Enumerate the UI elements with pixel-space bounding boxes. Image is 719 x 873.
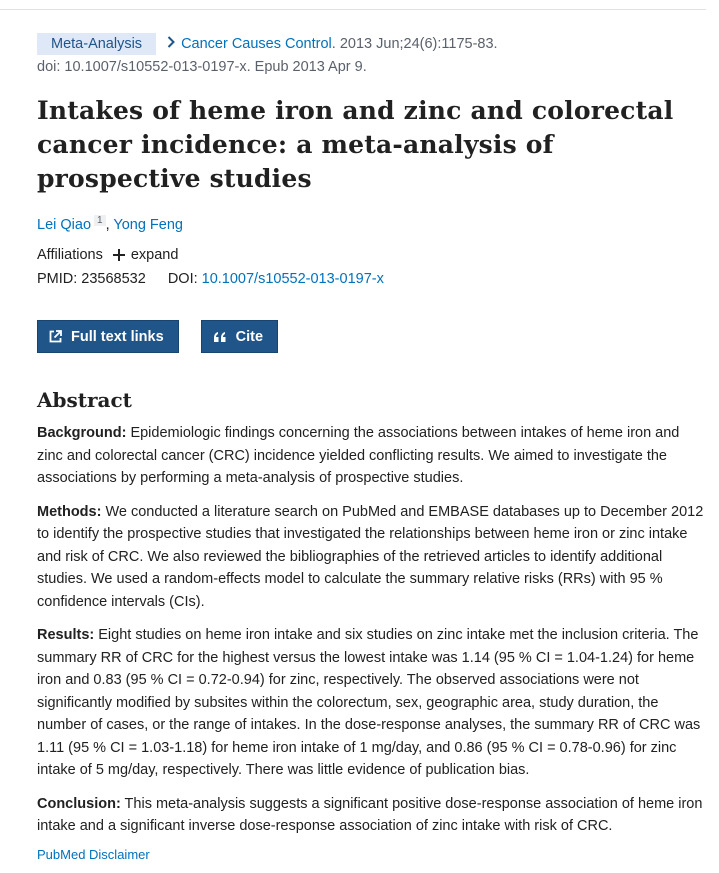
- abstract-methods: [37, 501, 709, 614]
- citation-details: . 2013 Jun;24(6):1175-83.: [331, 36, 498, 52]
- identifiers-row: [37, 271, 709, 287]
- doi-epub-line: doi: 10.1007/s10552-013-0197-x. Epub 2013 Apr 9.: [37, 59, 367, 75]
- article-title: Intakes of heme iron and zinc and colorectal cancer incidence: a meta-analysis of prospective studies: [37, 96, 674, 193]
- top-divider: [0, 0, 706, 10]
- journal-link[interactable]: Cancer Causes Control: [181, 36, 332, 52]
- abstract-conclusion: [37, 793, 709, 838]
- publication-type-badge[interactable]: Meta-Analysis: [37, 33, 156, 55]
- expand-label: expand: [130, 247, 179, 263]
- citation-row: [37, 33, 709, 55]
- section-label: Background:: [37, 425, 127, 441]
- abstract-results: [37, 624, 709, 782]
- pmid-label: PMID:: [37, 271, 78, 287]
- full-text-links-label: Full text links: [71, 328, 164, 345]
- action-buttons: [37, 320, 709, 353]
- abstract-heading: Abstract: [37, 388, 132, 412]
- section-label: Conclusion:: [37, 795, 121, 812]
- section-text: We conducted a literature search on PubMed and EMBASE databases up to December 2012 to identify the prospective studies that investigated the relationships between heme iron or zinc intake and risk of CRC. We also reviewed the bibliographies of the retrieved articles to identify additional studies. We used a random-effects model to calculate the summary relative risks (RRs) with 95 % confidence intervals (CIs).: [37, 503, 704, 610]
- section-label: Methods:: [37, 503, 102, 520]
- cite-button[interactable]: [201, 320, 278, 353]
- full-text-links-button[interactable]: [37, 320, 179, 353]
- quote-icon: [213, 331, 227, 343]
- affiliations-toggle[interactable]: [37, 247, 709, 263]
- chevron-right-icon: [167, 36, 175, 52]
- section-text: This meta-analysis suggests a significant positive dose-response association of heme iron intake and a significant inverse dose-response association of zinc intake with risk of CRC.: [37, 795, 703, 834]
- abstract-background: [37, 422, 709, 490]
- external-link-icon: [49, 330, 62, 343]
- pubmed-disclaimer-link[interactable]: PubMed Disclaimer: [37, 846, 150, 862]
- affiliations-label: Affiliations: [37, 247, 103, 263]
- doi-label: DOI:: [167, 271, 198, 287]
- authors-list: Lei Qiao $^1$ , Yong Feng: [37, 215, 183, 233]
- author-link[interactable]: Lei Qiao: [37, 217, 92, 233]
- plus-icon: [113, 248, 125, 262]
- cite-label: Cite: [235, 328, 264, 345]
- section-text: Epidemiologic findings concerning the associations between intakes of heme iron and zinc and colorectal cancer (CRC) incidence yielded conflicting results. We aimed to investigate the associations by performing a meta-analysis of prospective studies.: [37, 425, 680, 486]
- section-label: Results:: [37, 627, 95, 643]
- doi-link[interactable]: 10.1007/s10552-013-0197-x: [201, 271, 384, 287]
- author-link[interactable]: Yong Feng: [113, 217, 183, 233]
- pmid-value: 23568532: [81, 271, 146, 287]
- section-text: Eight studies on heme iron intake and six studies on zinc intake met the inclusion criteria. The summary RR of CRC for the highest versus the lowest intake was 1.14 (95 % CI = 1.04-1.24) for heme iron and 0.83 (95 % CI = 0.72-0.94) for zinc, respectively. The observed associations were not significantly modified by subsites within the colorectum, sex, geographic area, study duration, the number of cases, or the range of intakes. In the dose-response analyses, the summary RR of CRC was 1.11 (95 % CI = 1.03-1.18) for heme iron intake of 1 mg/day, and 0.86 (95 % CI = 0.78-0.96) for zinc intake of 5 mg/day, respectively. There was little evidence of publication bias.: [37, 627, 701, 778]
- affiliation-marker[interactable]: 1: [94, 215, 106, 226]
- article-content: [37, 33, 709, 862]
